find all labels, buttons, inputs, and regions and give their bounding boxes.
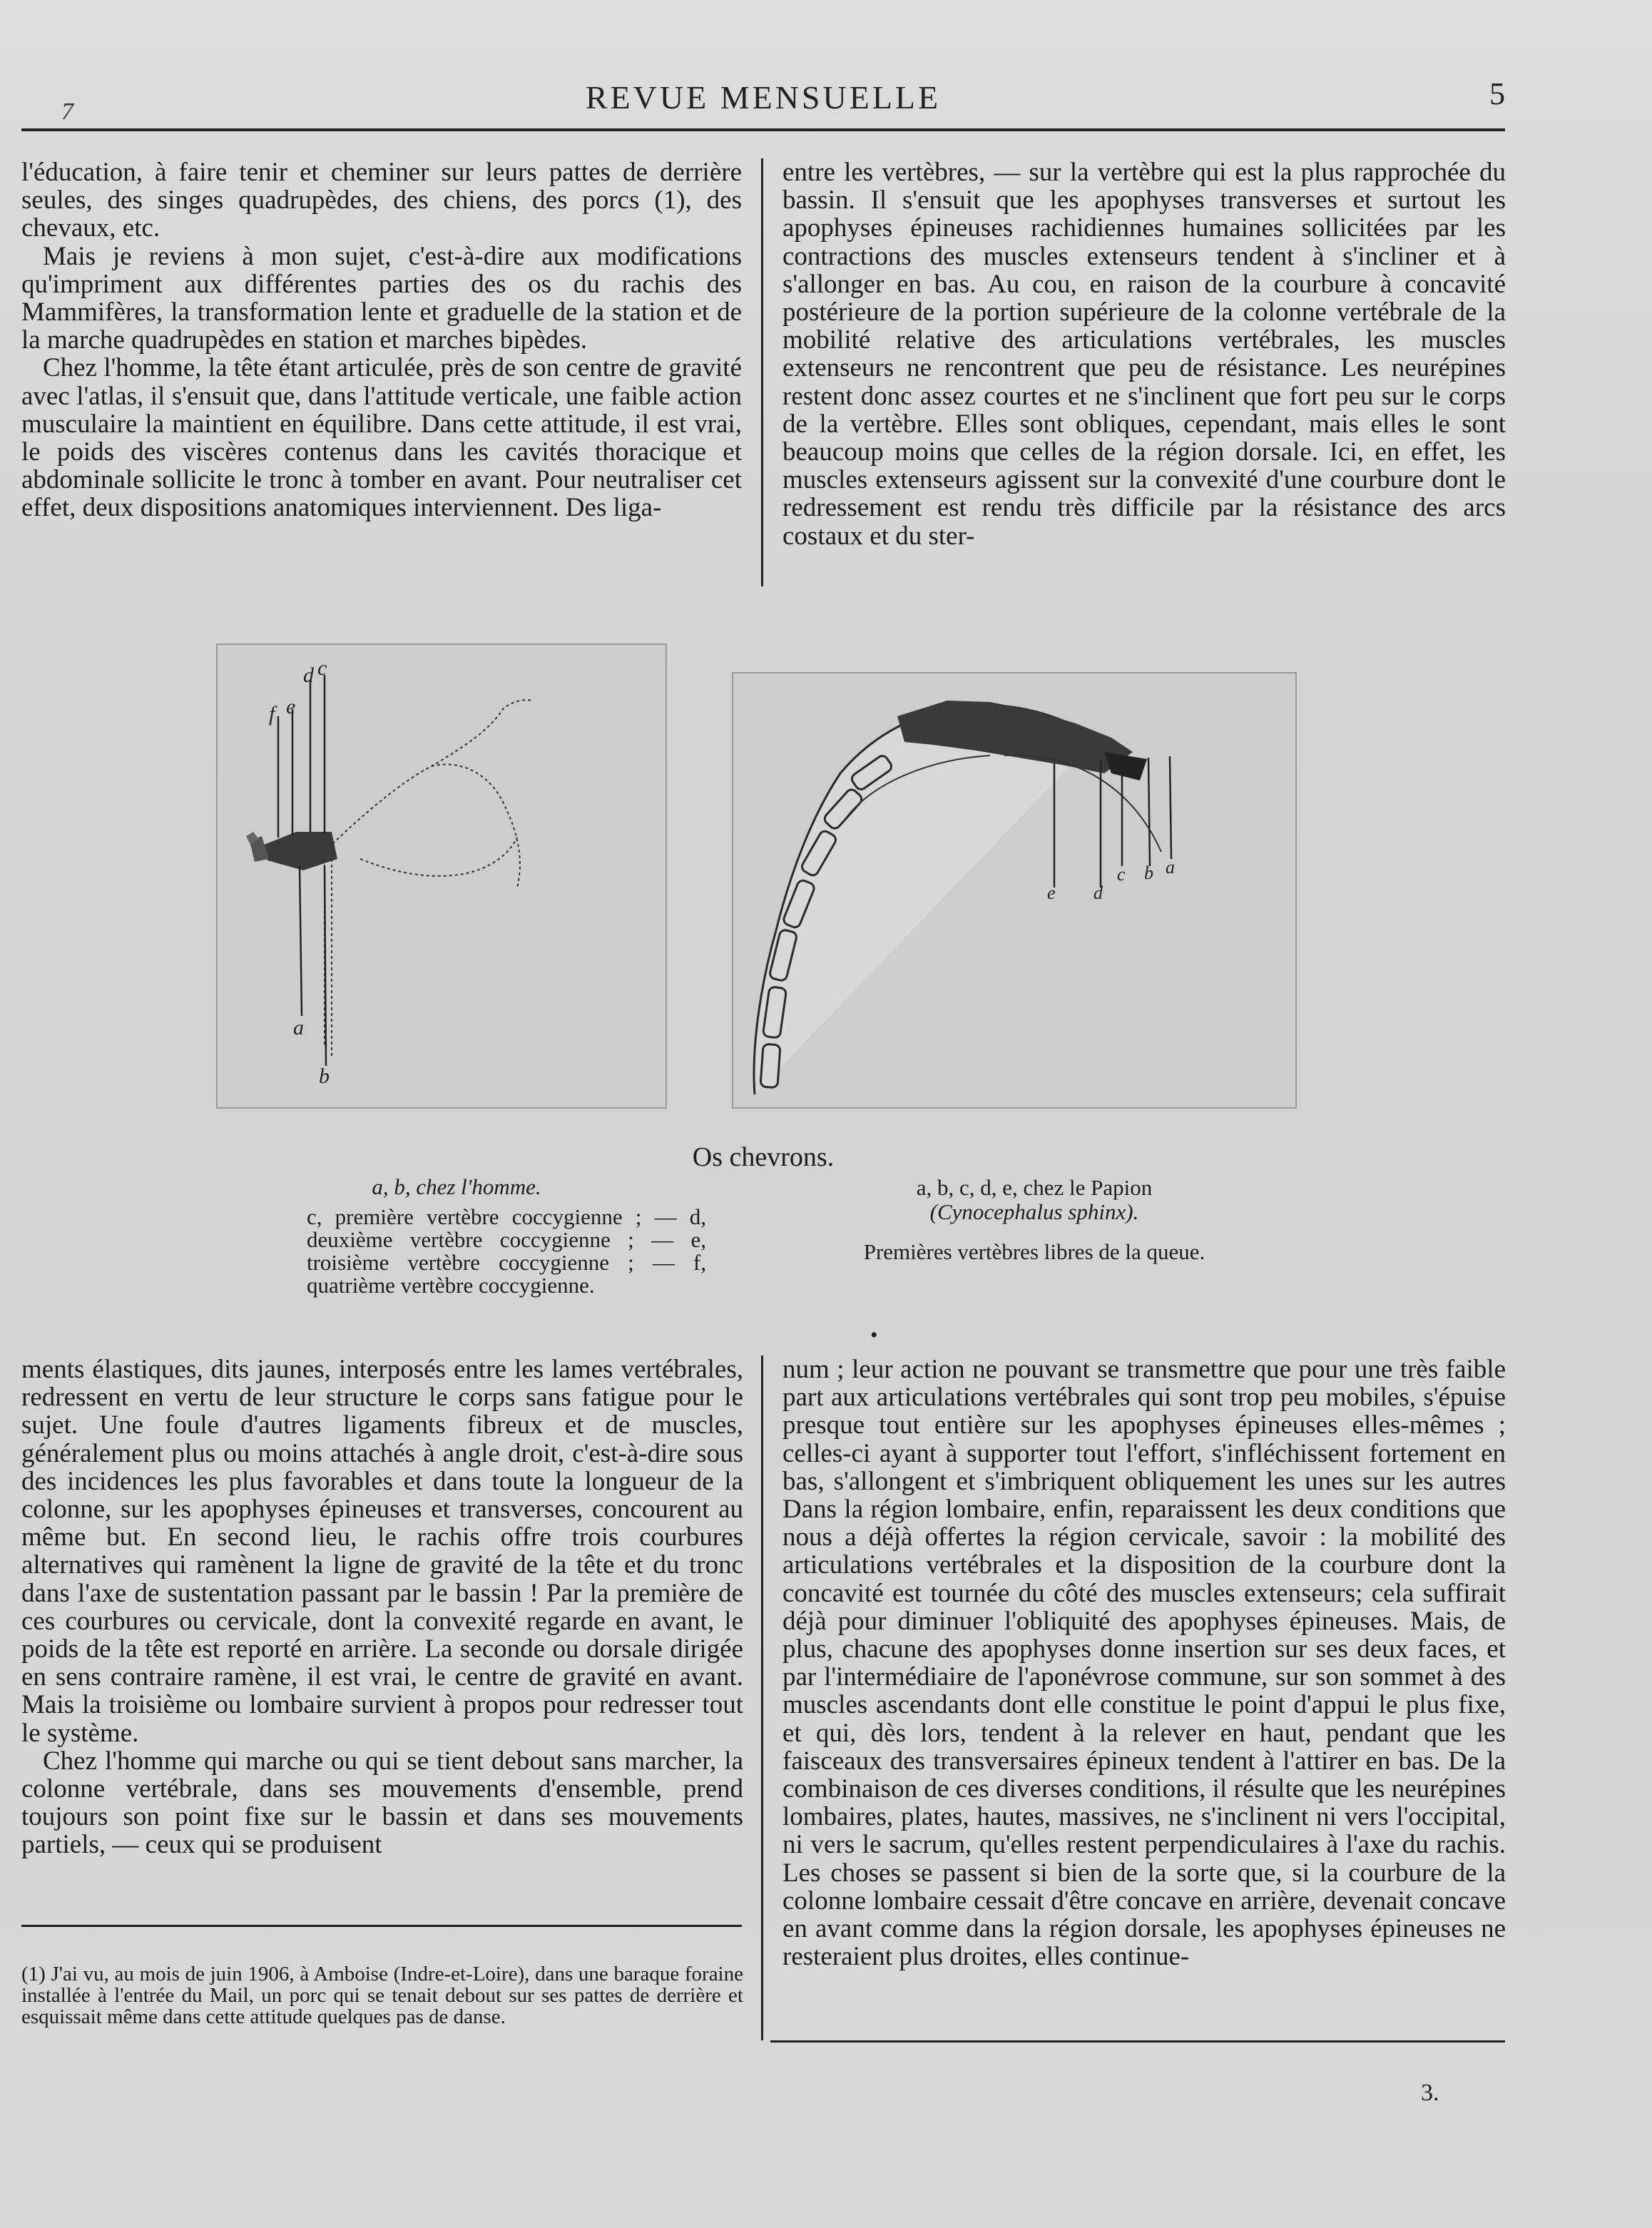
fig-label: b xyxy=(1144,863,1153,883)
fig-label: e xyxy=(286,695,296,718)
fig-label: c xyxy=(1117,864,1126,885)
right-column-top xyxy=(782,158,1506,550)
figure-caption-right xyxy=(799,1176,1270,1264)
footnote-rule xyxy=(21,1925,742,1927)
fig-label: f xyxy=(269,702,275,726)
column-separator xyxy=(761,158,763,586)
paragraph: entre les vertèbres, — sur la vertèbre qui est la plus rapprochée du bassin. Il s'ensuit que les apophyses transverses et surtout les apophyses épineuses rachidiennes humaines sollicitées par les contractions des muscles extenseurs tendent à s'incliner et à s'allonger en bas. Au cou, en raison de la courbure à concavité postérieure de la portion supérieure de la colonne vertébrale de la mobilité relative des articulations vertébrales, les muscles extenseurs ne rencontrent que peu de résistance. Les neurépines restent donc assez courtes et ne s'inclinent que fort peu sur le corps de la vertèbre. Elles sont obliques, cependant, mais elles le sont beaucoup moins que celles de la région dorsale. Ici, en effet, les muscles extenseurs agissent sur la convexité d'une courbure dont le redressement est rendu très difficile par la résistance des arcs costaux et du ster- xyxy=(782,158,1506,551)
paragraph: Chez l'homme qui marche ou qui se tient debout sans marcher, la colonne vertébrale, dans ses mouvements d'ensemble, prend toujours son point fixe sur le bassin et dans ses mouvements partiels, — ceux qui se produisent xyxy=(21,1746,743,1860)
fig-label: a xyxy=(1166,857,1175,878)
caption-paragraph: c, première vertèbre coccygienne ; — d, deuxième vertèbre coccygienne ; — e, troisième vertèbre coccygienne ; — f, quatrième vertèbre coccygienne. xyxy=(307,1204,706,1298)
paragraph: num ; leur action ne pouvant se transmettre que pour une très faible part aux articulations vertébrales qui sont trop peu mobiles, s'épuise presque tout entière sur les apophyses épineuses elles-mêmes ; celles-ci ayant à supporter tout l'effort, s'infléchissent fortement en bas, s'allongent et s'imbriquent obliquement les unes sur les autres Dans la région lombaire, enfin, reparaissent les deux conditions que nous a déjà offertes la région cervicale, savoir : la mobilité des articulations vertébrales et la disposition de la courbure dont la concavité est tournée du côté des muscles extenseurs; cela suffirait déjà pour diminuer l'obliquité des apophyses épineuses. Mais, de plus, chacune des apophyses donne insertion sur ses deux faces, et par l'intermédiaire de l'aponévrose commune, sur son sommet à des muscles ascendants dont elle constitue le point d'appui le plus fixe, et qui, dès lors, tendent à la relever en haut, pendant que les faisceaux des transversaires épineux tendent à l'attirer en bas. De la combinaison de ces diverses conditions, il résulte que les neurépines lombaires, plates, hautes, massives, ne s'inclinent ni vers l'occipital, ni vers le sacrum, qu'elles restent perpendiculaires à l'axe du rachis. Les choses se passent si bien de la sorte que, si la courbure de la colonne lombaire cessait d'être concave en arrière, devenait concave en avant comme dans la région dorsale, les apophyses épineuses ne resteraient plus droites, elles continue- xyxy=(782,1355,1506,1972)
human-coccyx-illustration xyxy=(218,645,666,1107)
tail-vertebrae xyxy=(754,705,1097,1094)
caption-line: Premières vertèbres libres de la queue. xyxy=(863,1239,1205,1264)
paragraph: Mais je reviens à mon sujet, c'est-à-dire aux modifications qu'impriment aux différentes parties des os du rachis des Mammifères, la transformation lente et graduelle de la station et de la marche quadrupèdes en station et marches bipèdes. xyxy=(21,241,742,355)
folio-number: 3. xyxy=(1421,2080,1439,2106)
caption-line: a, b, c, d, e, chez le Papion xyxy=(916,1175,1153,1200)
figure-caption-title: Os chevrons. xyxy=(692,1142,835,1172)
footnote: (1) J'ai vu, au mois de juin 1906, à Amboise (Indre-et-Loire), dans une baraque foraine installée à l'entrée du Mail, un porc qui se tenait debout sur ses pattes de derrière et esquissait même dans cette attitude quelques pas de danse. xyxy=(21,1963,743,2028)
fig-label: d xyxy=(303,663,314,687)
page-header xyxy=(21,71,1505,128)
right-column-bottom xyxy=(782,1355,1506,1970)
figure-baboon-tail xyxy=(732,672,1297,1109)
fig-label: e xyxy=(1047,882,1056,903)
column-separator xyxy=(761,1355,763,2040)
header-rule xyxy=(21,128,1505,131)
fig-label: c xyxy=(317,656,327,680)
baboon-tail-illustration xyxy=(733,673,1295,1107)
figure-human-coccyx xyxy=(216,644,667,1109)
paragraph: l'éducation, à faire tenir et cheminer sur leurs pattes de derrière seules, des singes quadrupèdes, des chiens, des porcs (1), des chevaux, etc. xyxy=(21,158,742,243)
figure-caption-left xyxy=(307,1176,706,1297)
label-lines xyxy=(278,675,326,1066)
caption-line: a, b, chez l'homme. xyxy=(372,1174,541,1199)
ink-spot: • xyxy=(870,1323,878,1347)
vertebrae-drawing xyxy=(246,832,337,870)
caption-line: (Cynocephalus sphinx). xyxy=(929,1199,1139,1224)
left-column-top xyxy=(21,158,742,522)
fig-label: d xyxy=(1093,882,1103,903)
running-title: REVUE MENSUELLE xyxy=(585,79,942,116)
fig-label: a xyxy=(293,1016,304,1039)
left-column-bottom xyxy=(21,1355,743,1859)
paragraph: ments élastiques, dits jaunes, interposés entre les lames vertébrales, redressent en vertu de leur structure le corps sans fatigue pour le sujet. Une foule d'autres ligaments fibreux et de muscles, généralement plus ou moins attachés à angle droit, c'est-à-dire sous des incidences les plus favorables et dans toute la longueur de la colonne, sur les apophyses épineuses et transverses, concourent au même but. En second lieu, le rachis offre trois courbures alternatives qui ramènent la ligne de gravité de la tête et du tronc dans l'axe de sustentation passant par le bassin ! Par la première de ces courbures ou cervicale, dont la convexité regarde en avant, le poids de la tête est reporté en arrière. La seconde ou dorsale dirigée en sens contraire ramène, il est vrai, le centre de gravité en avant. Mais la troisième ou lombaire survient à propos pour redresser tout le système. xyxy=(21,1355,743,1748)
paragraph: Chez l'homme, la tête étant articulée, près de son centre de gravité avec l'atlas, il s'ensuit que, dans l'attitude verticale, une faible action musculaire la maintient en équilibre. Dans cette attitude, il est vrai, le poids des viscères contenus dans les cavités thoracique et abdominale sollicite le tronc à tomber en avant. Pour neutraliser cet effet, deux dispositions anatomiques interviennent. Des liga- xyxy=(21,353,742,523)
margin-mark: 7 xyxy=(61,98,73,125)
column-end-rule xyxy=(770,2040,1505,2043)
fig-label: b xyxy=(319,1064,330,1088)
label-lines xyxy=(1054,756,1171,887)
page-number: 5 xyxy=(1489,76,1505,111)
